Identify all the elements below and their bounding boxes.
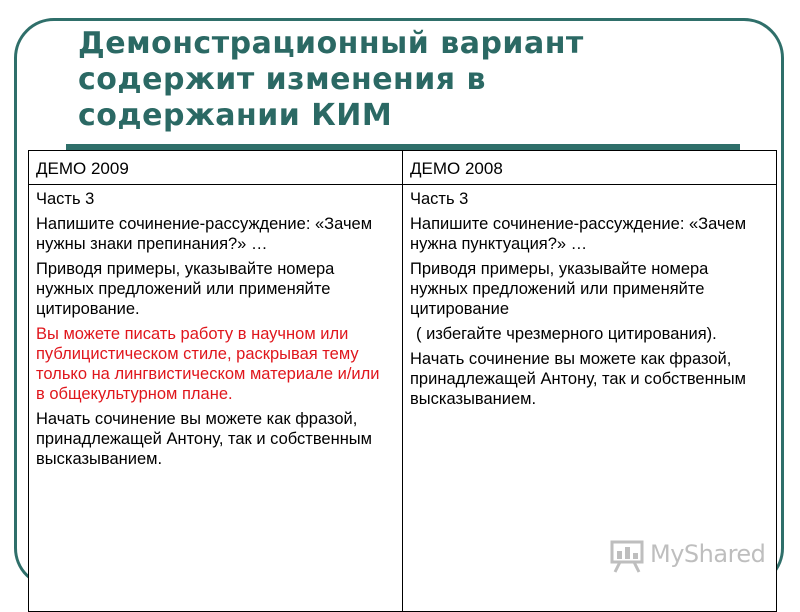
paragraph-avoid-quoting: ( избегайте чрезмерного цитирования). [416, 325, 717, 343]
header-demo-2008: ДЕМО 2008 [403, 151, 777, 185]
paragraph-task: Напишите сочинение-рассуждение: «Зачем нужна пунктуация?» … [410, 215, 747, 253]
cell-demo-2009 [29, 185, 403, 612]
paragraph-part: Часть 3 [36, 190, 95, 208]
paragraph-start: Начать сочинение вы можете как фразой, принадлежащей Антону, так и собственным высказыванием. [36, 410, 373, 468]
slide-title: Демонстрационный вариант содержит изменения в содержании КИМ [78, 26, 584, 133]
paragraph-examples: Приводя примеры, указывайте номера нужных предложений или применяйте цитирование. [36, 260, 335, 318]
paragraph-examples: Приводя примеры, указывайте номера нужных предложений или применяйте цитирование [410, 260, 709, 318]
paragraph-style-highlight: Вы можете писать работу в научном или публицистическом стиле, раскрывая тему только на лингвистическом материале и/или в общекультурном плане. [36, 325, 380, 403]
paragraph-task: Напишите сочинение-рассуждение: «Зачем нужны знаки препинания?» … [36, 215, 373, 253]
presentation-board-icon [608, 538, 648, 574]
header-demo-2009: ДЕМО 2009 [29, 151, 403, 185]
paragraph-part: Часть 3 [410, 190, 469, 208]
watermark-text: MyShared [650, 540, 766, 568]
myshared-watermark [608, 538, 768, 574]
header-row [29, 151, 777, 185]
paragraph-start: Начать сочинение вы можете как фразой, принадлежащей Антону, так и собственным высказыванием. [410, 350, 747, 408]
